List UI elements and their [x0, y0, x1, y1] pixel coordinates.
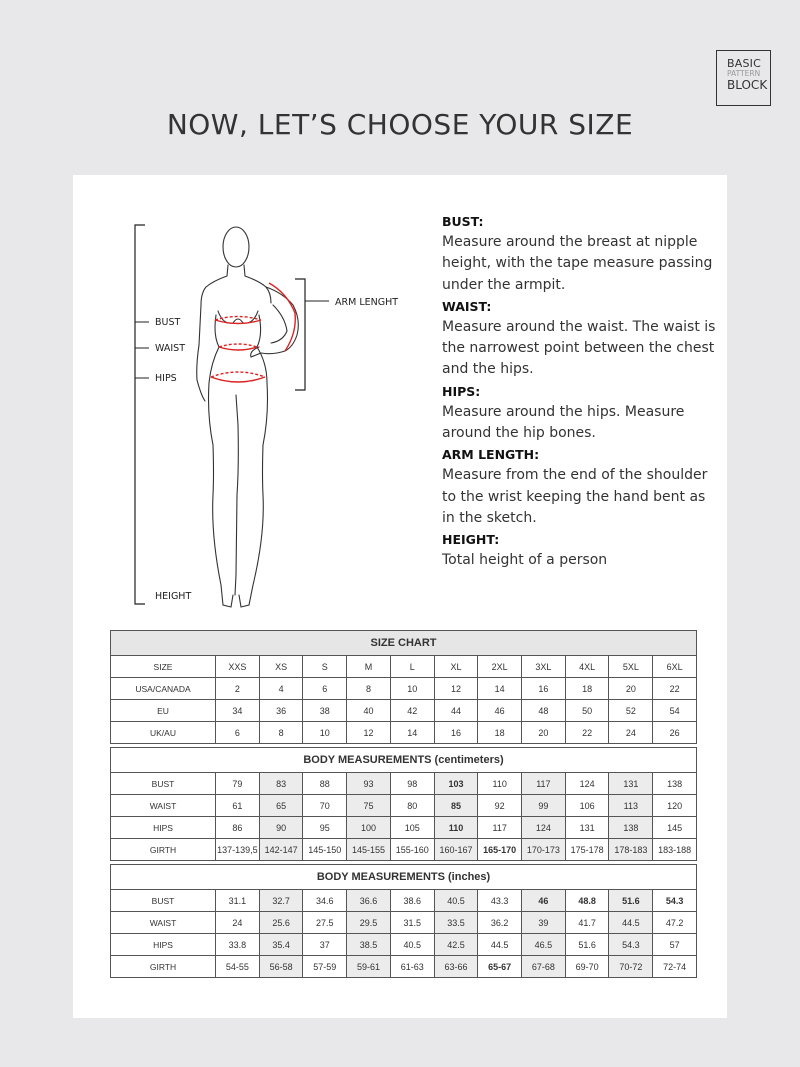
table-row [111, 795, 697, 817]
size-value-cell: 22 [653, 678, 697, 700]
size-value-cell: 20 [609, 678, 653, 700]
size-value-cell: 40.5 [434, 890, 478, 912]
size-value-cell: 138 [609, 817, 653, 839]
size-value-cell: S [303, 656, 347, 678]
size-value-cell: 52 [609, 700, 653, 722]
size-value-cell: 110 [478, 773, 522, 795]
table-row [111, 912, 697, 934]
size-value-cell: 51.6 [565, 934, 609, 956]
size-value-cell: 48 [522, 700, 566, 722]
size-value-cell: 10 [390, 678, 434, 700]
size-value-cell: L [390, 656, 434, 678]
size-value-cell: 36.2 [478, 912, 522, 934]
size-value-cell: 124 [565, 773, 609, 795]
size-value-cell: XS [259, 656, 303, 678]
size-value-cell: 44.5 [609, 912, 653, 934]
row-label-cell: SIZE [111, 656, 216, 678]
size-value-cell: 83 [259, 773, 303, 795]
size-value-cell: 106 [565, 795, 609, 817]
size-value-cell: 80 [390, 795, 434, 817]
size-value-cell: 113 [609, 795, 653, 817]
size-value-cell: 175-178 [565, 839, 609, 861]
size-value-cell: 65-67 [478, 956, 522, 978]
size-value-cell: 2 [216, 678, 260, 700]
logo-line-pattern: PATTERN [727, 69, 761, 78]
size-value-cell: 46 [478, 700, 522, 722]
size-value-cell: 145-150 [303, 839, 347, 861]
table-section-title: BODY MEASUREMENTS (inches) [111, 865, 697, 890]
size-value-cell: 99 [522, 795, 566, 817]
table-section-title: BODY MEASUREMENTS (centimeters) [111, 748, 697, 773]
size-value-cell: 44 [434, 700, 478, 722]
size-value-cell: 57-59 [303, 956, 347, 978]
size-value-cell: 48.8 [565, 890, 609, 912]
size-value-cell: 117 [478, 817, 522, 839]
row-label-cell: USA/CANADA [111, 678, 216, 700]
figure-label-waist: WAIST [155, 343, 186, 354]
size-value-cell: 92 [478, 795, 522, 817]
size-value-cell: 10 [303, 722, 347, 744]
size-value-cell: 95 [303, 817, 347, 839]
table-row [111, 656, 697, 678]
size-value-cell: 57 [653, 934, 697, 956]
row-label-cell: HIPS [111, 934, 216, 956]
size-value-cell: 47.2 [653, 912, 697, 934]
size-value-cell: 38.5 [347, 934, 391, 956]
table-row [111, 700, 697, 722]
size-value-cell: 110 [434, 817, 478, 839]
size-value-cell: 4XL [565, 656, 609, 678]
table-row [111, 934, 697, 956]
size-value-cell: 37 [303, 934, 347, 956]
size-value-cell: 24 [216, 912, 260, 934]
size-value-cell: 75 [347, 795, 391, 817]
size-value-cell: 27.5 [303, 912, 347, 934]
figure-label-arm-length: ARM LENGHT [335, 297, 399, 308]
size-value-cell: 63-66 [434, 956, 478, 978]
row-label-cell: UK/AU [111, 722, 216, 744]
row-label-cell: WAIST [111, 912, 216, 934]
size-value-cell: 51.6 [609, 890, 653, 912]
content-card [73, 175, 727, 1018]
size-value-cell: 138 [653, 773, 697, 795]
size-value-cell: 29.5 [347, 912, 391, 934]
size-value-cell: 120 [653, 795, 697, 817]
brand-logo [716, 50, 771, 106]
size-value-cell: 54.3 [653, 890, 697, 912]
size-value-cell: 93 [347, 773, 391, 795]
size-value-cell: 54.3 [609, 934, 653, 956]
size-value-cell: 41.7 [565, 912, 609, 934]
size-value-cell: 6XL [653, 656, 697, 678]
row-label-cell: GIRTH [111, 956, 216, 978]
size-value-cell: 42.5 [434, 934, 478, 956]
figure-label-bust: BUST [155, 317, 181, 328]
table-row [111, 722, 697, 744]
size-value-cell: 6 [303, 678, 347, 700]
size-value-cell: 70 [303, 795, 347, 817]
size-value-cell: 79 [216, 773, 260, 795]
size-value-cell: 70-72 [609, 956, 653, 978]
desc-heading-height: HEIGHT: [442, 532, 500, 548]
desc-heading-waist: WAIST: [442, 298, 492, 314]
size-value-cell: 20 [522, 722, 566, 744]
row-label-cell: HIPS [111, 817, 216, 839]
size-value-cell: 142-147 [259, 839, 303, 861]
table-row [111, 839, 697, 861]
size-value-cell: 26 [653, 722, 697, 744]
size-value-cell: 165-170 [478, 839, 522, 861]
desc-text-waist: Measure around the waist. The waist is the narrowest point between the chest and the hips. [442, 318, 716, 378]
size-value-cell: 103 [434, 773, 478, 795]
size-value-cell: 31.5 [390, 912, 434, 934]
table-row [111, 956, 697, 978]
size-value-cell: M [347, 656, 391, 678]
size-value-cell: 6 [216, 722, 260, 744]
size-value-cell: 39 [522, 912, 566, 934]
table-row [111, 890, 697, 912]
size-value-cell: 4 [259, 678, 303, 700]
size-value-cell: 14 [390, 722, 434, 744]
size-value-cell: 46.5 [522, 934, 566, 956]
measurement-descriptions [442, 211, 722, 572]
desc-text-arm-length: Measure from the end of the shoulder to the wrist keeping the hand bent as in the sketch. [442, 467, 708, 526]
size-value-cell: 35.4 [259, 934, 303, 956]
size-value-cell: 44.5 [478, 934, 522, 956]
figure-label-height: HEIGHT [155, 591, 192, 602]
size-value-cell: 72-74 [653, 956, 697, 978]
table-row [111, 678, 697, 700]
size-value-cell: 25.6 [259, 912, 303, 934]
size-value-cell: 38.6 [390, 890, 434, 912]
desc-heading-hips: HIPS: [442, 383, 481, 399]
desc-text-bust: Measure around the breast at nipple height, with the tape measure passing under the armpit. [442, 234, 713, 293]
size-value-cell: 42 [390, 700, 434, 722]
size-value-cell: 178-183 [609, 839, 653, 861]
size-value-cell: 98 [390, 773, 434, 795]
desc-heading-bust: BUST: [442, 214, 484, 229]
row-label-cell: WAIST [111, 795, 216, 817]
size-value-cell: 18 [565, 678, 609, 700]
size-value-cell: 8 [259, 722, 303, 744]
size-value-cell: 137-139,5 [216, 839, 260, 861]
size-chart-table [110, 630, 697, 978]
page-title: NOW, LET’S CHOOSE YOUR SIZE [166, 108, 634, 141]
size-value-cell: 36 [259, 700, 303, 722]
size-value-cell: 54 [653, 700, 697, 722]
row-label-cell: BUST [111, 890, 216, 912]
size-value-cell: 100 [347, 817, 391, 839]
size-value-cell: 38 [303, 700, 347, 722]
logo-line-block: BLOCK [727, 77, 768, 92]
size-value-cell: 14 [478, 678, 522, 700]
size-value-cell: 36.6 [347, 890, 391, 912]
size-value-cell: 18 [478, 722, 522, 744]
size-value-cell: 86 [216, 817, 260, 839]
size-value-cell: 2XL [478, 656, 522, 678]
size-value-cell: 170-173 [522, 839, 566, 861]
size-value-cell: XL [434, 656, 478, 678]
size-value-cell: 16 [434, 722, 478, 744]
size-value-cell: 61-63 [390, 956, 434, 978]
desc-text-height: Total height of a person [442, 552, 608, 569]
size-value-cell: 5XL [609, 656, 653, 678]
size-value-cell: 34 [216, 700, 260, 722]
size-value-cell: 160-167 [434, 839, 478, 861]
size-value-cell: 117 [522, 773, 566, 795]
size-value-cell: 183-188 [653, 839, 697, 861]
size-value-cell: 65 [259, 795, 303, 817]
size-value-cell: 131 [609, 773, 653, 795]
size-value-cell: 90 [259, 817, 303, 839]
size-value-cell: 124 [522, 817, 566, 839]
size-value-cell: 145-155 [347, 839, 391, 861]
size-value-cell: 8 [347, 678, 391, 700]
size-value-cell: 33.5 [434, 912, 478, 934]
size-value-cell: 16 [522, 678, 566, 700]
desc-text-hips: Measure around the hips. Measure around the hip bones. [442, 403, 685, 442]
size-value-cell: 31.1 [216, 890, 260, 912]
figure-label-hips: HIPS [155, 373, 177, 384]
size-value-cell: 50 [565, 700, 609, 722]
size-value-cell: 56-58 [259, 956, 303, 978]
size-value-cell: 24 [609, 722, 653, 744]
size-value-cell: 3XL [522, 656, 566, 678]
size-value-cell: 88 [303, 773, 347, 795]
size-value-cell: 155-160 [390, 839, 434, 861]
size-value-cell: 22 [565, 722, 609, 744]
size-value-cell: 46 [522, 890, 566, 912]
size-value-cell: 105 [390, 817, 434, 839]
row-label-cell: GIRTH [111, 839, 216, 861]
size-value-cell: 145 [653, 817, 697, 839]
size-value-cell: XXS [216, 656, 260, 678]
size-value-cell: 43.3 [478, 890, 522, 912]
size-value-cell: 40.5 [390, 934, 434, 956]
size-value-cell: 67-68 [522, 956, 566, 978]
size-value-cell: 131 [565, 817, 609, 839]
size-value-cell: 54-55 [216, 956, 260, 978]
size-value-cell: 69-70 [565, 956, 609, 978]
table-row [111, 773, 697, 795]
size-value-cell: 32.7 [259, 890, 303, 912]
size-value-cell: 85 [434, 795, 478, 817]
row-label-cell: BUST [111, 773, 216, 795]
size-value-cell: 40 [347, 700, 391, 722]
table-row [111, 817, 697, 839]
table-section-title: SIZE CHART [111, 631, 697, 656]
size-value-cell: 61 [216, 795, 260, 817]
size-value-cell: 12 [434, 678, 478, 700]
logo-line-basic: BASIC [727, 57, 761, 70]
size-value-cell: 59-61 [347, 956, 391, 978]
size-value-cell: 33.8 [216, 934, 260, 956]
size-value-cell: 12 [347, 722, 391, 744]
body-measurement-figure [73, 175, 433, 625]
row-label-cell: EU [111, 700, 216, 722]
size-value-cell: 34.6 [303, 890, 347, 912]
desc-heading-arm-length: ARM LENGTH: [442, 447, 540, 463]
